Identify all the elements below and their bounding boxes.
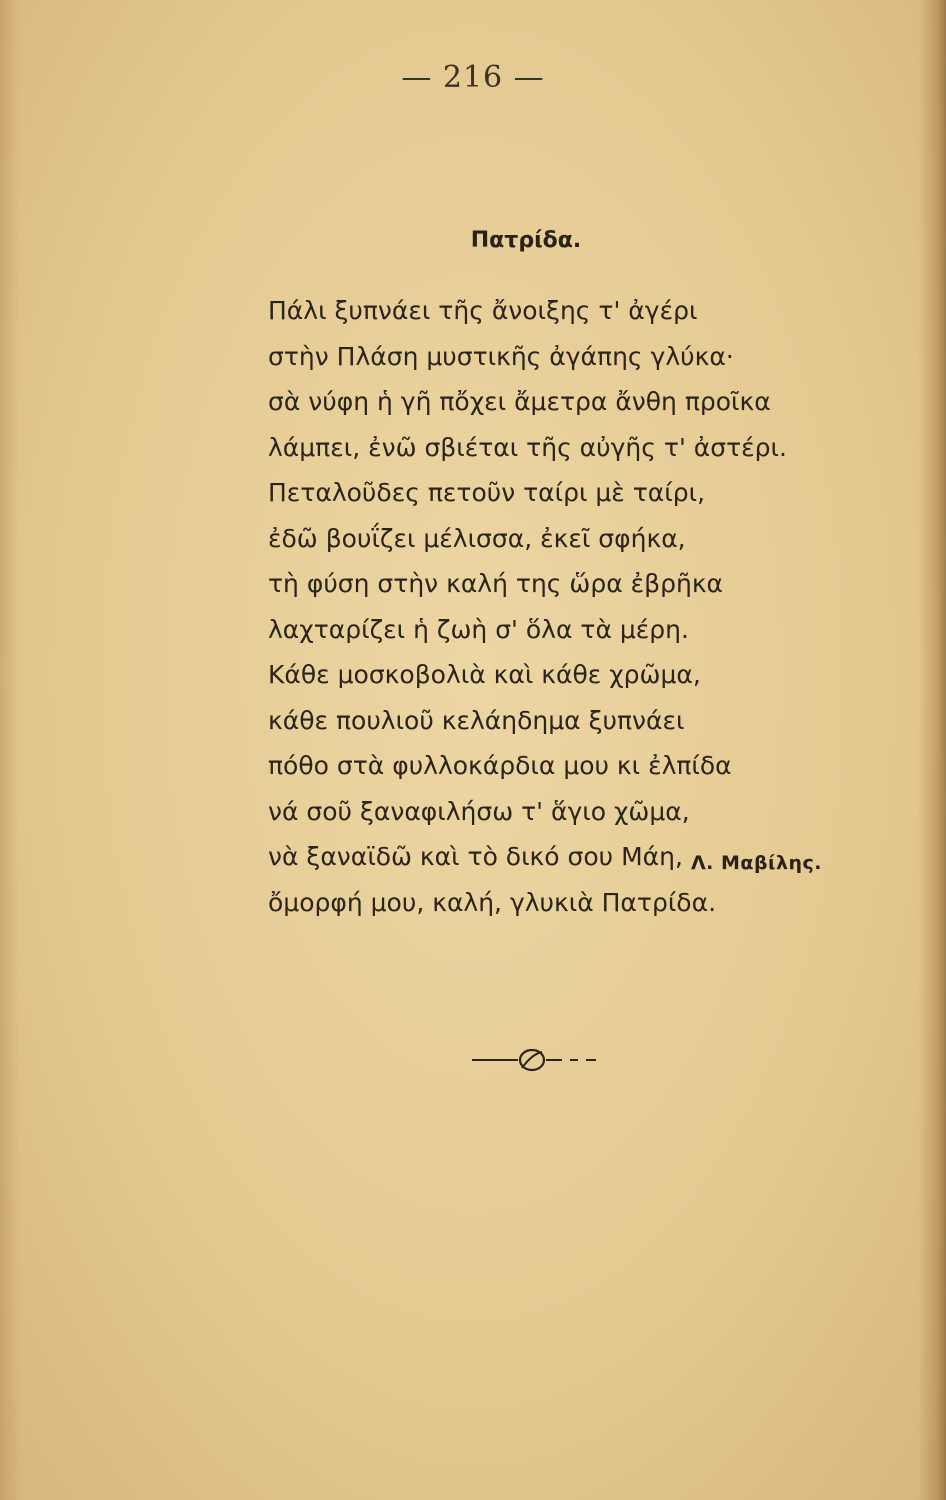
page-left-edge	[0, 0, 20, 1500]
poem-line: Πάλι ξυπνάει τῆς ἄνοιξης τ' ἀγέρι	[268, 296, 698, 325]
poem-line: Πεταλοῦδες πετοῦν ταίρι μὲ ταίρι,	[268, 478, 706, 507]
poem-line: νά σοῦ ξαναφιλήσω τ' ἅγιο χῶμα,	[268, 796, 690, 826]
poem-line: κάθε πουλιοῦ κελάηδημα ξυπνάει	[268, 705, 685, 735]
poem-line: νὰ ξαναϊδῶ καὶ τὸ δικό σου Μάη,	[268, 842, 683, 871]
poem-line: τὴ φύση στὴν καλή της ὥρα ἐβρῆκα	[268, 569, 724, 598]
poem-line: ὄμορφή μου, καλή, γλυκιὰ Πατρίδα.	[268, 887, 717, 917]
poem-line: λάμπει, ἐνῶ σβιέται τῆς αὐγῆς τ' ἀστέρι.	[268, 432, 787, 462]
poem-line: Κάθε μοσκοβολιὰ καὶ κάθε χρῶμα,	[268, 660, 701, 689]
page-number: — 216 —	[401, 60, 545, 95]
poem-body	[268, 288, 888, 925]
poem-line: λαχταρίζει ἡ ζωὴ σ' ὅλα τὰ μέρη.	[268, 614, 689, 644]
poem-line: στὴν Πλάση μυστικῆς ἀγάπης γλύκα·	[268, 341, 734, 371]
poem-line: πόθο στὰ φυλλοκάρδια μου κι ἐλπίδα	[268, 751, 732, 780]
poem-author: Λ. Μαβίλης.	[690, 852, 822, 874]
poem-title: Πατρίδα.	[470, 228, 582, 253]
ornamental-divider-icon	[470, 1040, 610, 1080]
poem-line: ἐδῶ βουΐζει μέλισσα, ἐκεῖ σφήκα,	[268, 523, 686, 553]
poem-line: σὰ νύφη ἡ γῆ πὄχει ἄμετρα ἄνθη προῖκα	[268, 387, 771, 416]
page-binding-edge	[918, 0, 946, 1500]
